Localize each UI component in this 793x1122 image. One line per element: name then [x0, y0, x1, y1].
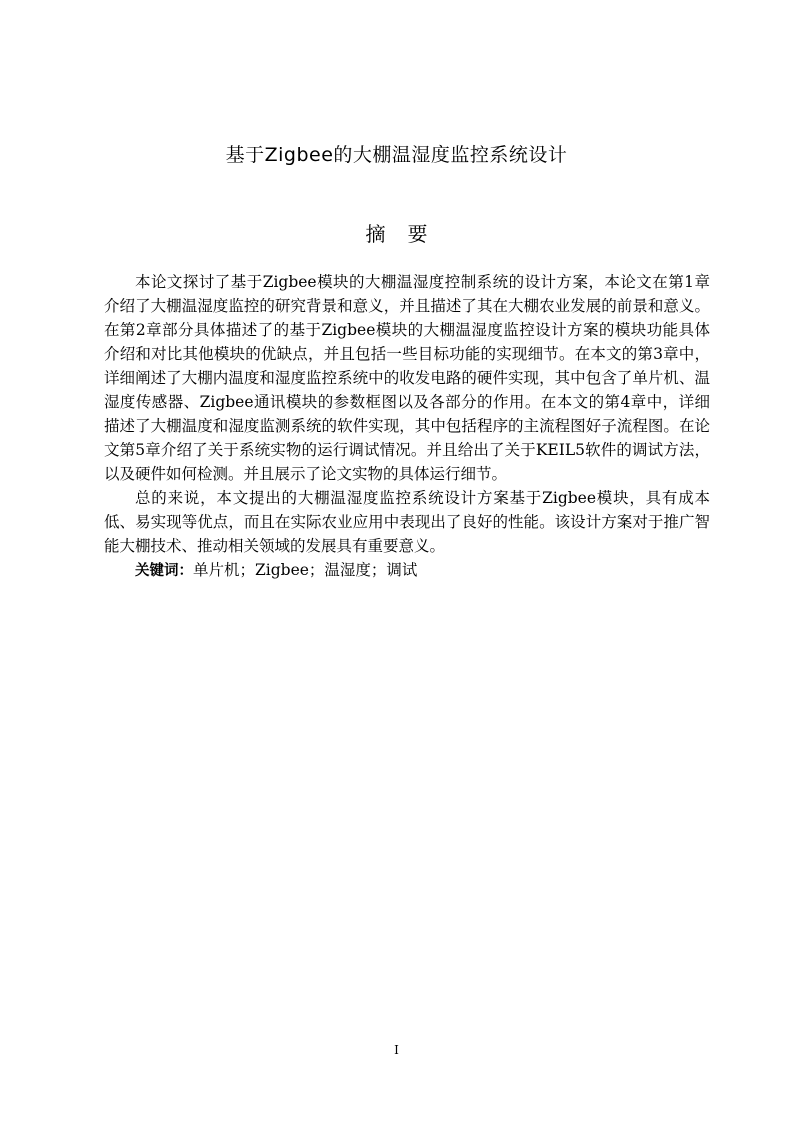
abstract-body — [104, 270, 710, 583]
abstract-heading: 摘要 — [365, 222, 450, 246]
keywords-value: 单片机；Zigbee；温湿度；调试 — [193, 561, 418, 579]
page-number: I — [394, 1043, 399, 1057]
keywords-line — [104, 558, 710, 583]
abstract-paragraph-1: 本论文探讨了基于Zigbee模块的大棚温湿度控制系统的设计方案，本论文在第1章介绍了大棚温湿度监控的研究背景和意义，并且描述了其在大棚农业发展的前景和意义。在第2章部分具体描述了的基于Zigbee模块的大棚温湿度监控设计方案的模块功能具体介绍和对比其他模块的优缺点，并且包括一些目标功能的实现细节。在本文的第3章中，详细阐述了大棚内温度和湿度监控系统中的收发电路的硬件实现，其中包含了单片机、温湿度传感器、Zigbee通讯模块的参数框图以及各部分的作用。在本文的第4章中，详细描述了大棚温度和湿度监测系统的软件实现，其中包括程序的主流程图好子流程图。在论文第5章介绍了关于系统实物的运行调试情况。并且给出了关于KEIL5软件的调试方法，以及硬件如何检测。并且展示了论文实物的具体运行细节。 — [104, 273, 710, 483]
keywords-label: 关键词： — [135, 563, 193, 579]
abstract-paragraph-2: 总的来说，本文提出的大棚温湿度监控系统设计方案基于Zigbee模块，具有成本低、易实现等优点，而且在实际农业应用中表现出了良好的性能。该设计方案对于推广智能大棚技术、推动相关领域的发展具有重要意义。 — [104, 489, 710, 555]
page-title: 基于Zigbee的大棚温湿度监控系统设计 — [225, 144, 568, 166]
